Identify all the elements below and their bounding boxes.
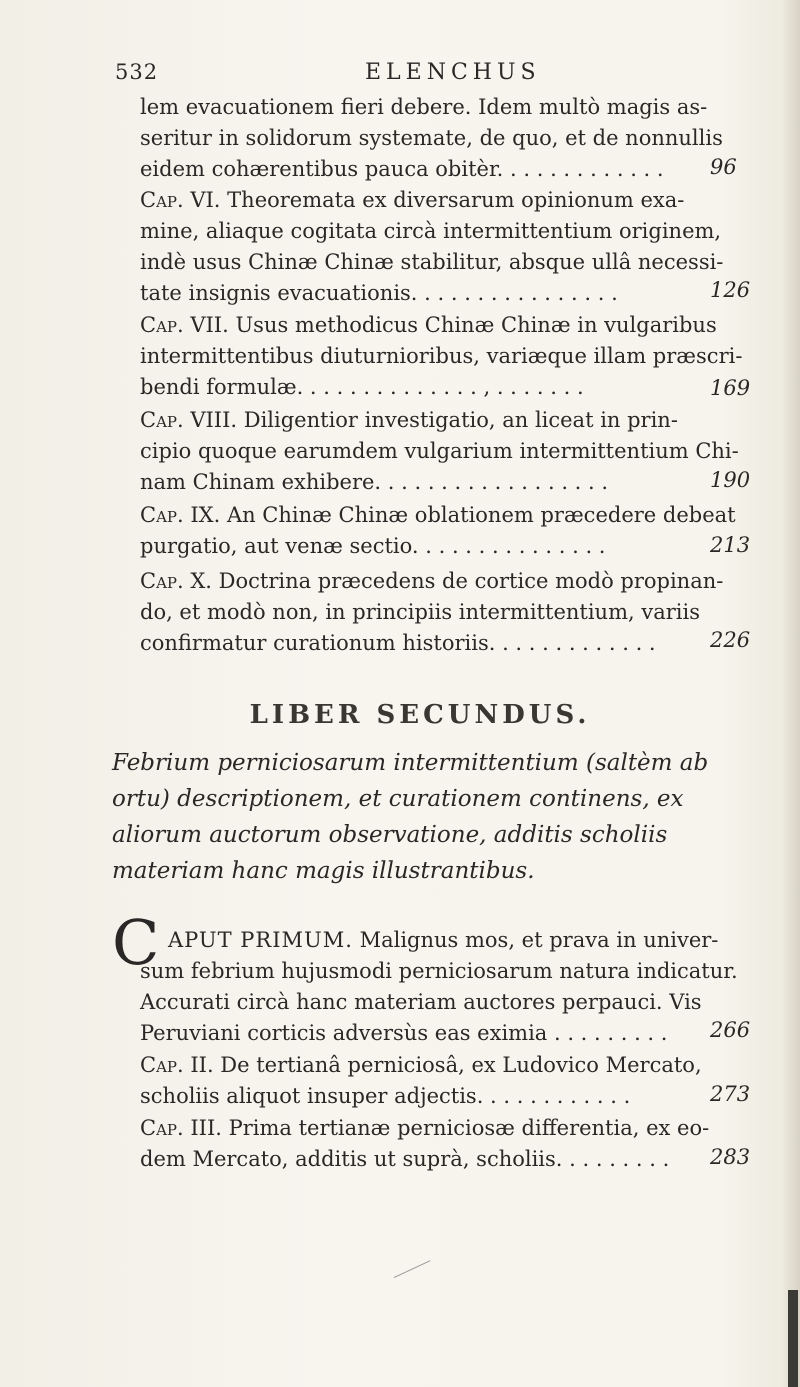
toc-entry — [140, 92, 723, 185]
toc-line-text: III. Prima tertianæ perniciosæ differentia, ex eo- — [183, 1116, 710, 1140]
toc-page-ref: 169 — [710, 376, 751, 400]
toc-line — [140, 310, 717, 341]
toc-line: seritur in solidorum systemate, de quo, et de nonnullis — [140, 126, 723, 150]
toc-line — [140, 566, 724, 597]
running-title: ELENCHUS — [365, 60, 541, 85]
toc-line: eidem cohærentibus pauca obitèr. . . . . . . . . . . . . — [140, 157, 664, 181]
toc-line: lem evacuationem fieri debere. Idem multò magis as- — [140, 95, 708, 119]
running-head — [115, 52, 635, 92]
cap-label: Cap. — [140, 188, 184, 212]
toc-page-ref: 283 — [710, 1145, 751, 1169]
toc-page-ref: 273 — [710, 1082, 751, 1106]
toc-line: mine, aliaque cogitata circà intermittentium originem, — [140, 219, 722, 243]
toc-line: bendi formulæ. . . . . . . . . . . . . . , . . . . . . . — [140, 375, 584, 399]
toc-line: purgatio, aut venæ sectio. . . . . . . . . . . . . . . — [140, 534, 606, 558]
toc-line: scholiis aliquot insuper adjectis. . . . . . . . . . . . — [140, 1084, 631, 1108]
toc-line: tate insignis evacuationis. . . . . . . . . . . . . . . . — [140, 281, 618, 305]
ink-mark — [394, 1260, 437, 1290]
toc-page-ref: 226 — [710, 628, 751, 652]
toc-line-text: VII. Usus methodicus Chinæ Chinæ in vulgaribus — [183, 313, 717, 337]
toc-line-text: II. De tertianâ perniciosâ, ex Ludovico Mercato, — [183, 1053, 702, 1077]
toc-page-ref: 213 — [710, 533, 751, 557]
page-number: 532 — [115, 60, 159, 84]
toc-line — [140, 1113, 710, 1144]
toc-line: nam Chinam exhibere. . . . . . . . . . . . . . . . . . — [140, 470, 609, 494]
toc-entry — [140, 185, 724, 309]
toc-line — [140, 500, 736, 531]
cap-label: Cap. — [140, 503, 184, 527]
toc-line — [140, 1050, 700, 1081]
toc-line: sum febrium hujusmodi perniciosarum natura indicatur. — [140, 959, 738, 983]
caput-label: APUT PRIMUM. — [168, 928, 353, 952]
page-edge-mark — [788, 1290, 798, 1387]
toc-line: do, et modò non, in principiis intermittentium, variis — [140, 600, 700, 624]
book-summary — [112, 745, 712, 889]
summary-line: Febrium perniciosarum intermittentium (saltèm ab — [112, 750, 709, 776]
cap-label: Cap. — [140, 1116, 184, 1140]
cap-label: Cap. — [140, 313, 184, 337]
toc-entry — [140, 1050, 700, 1112]
cap-label: Cap. — [140, 408, 184, 432]
toc-line-text: VI. Theoremata ex diversarum opinionum exa- — [183, 188, 685, 212]
toc-line: Peruviani corticis adversùs eas eximia . . . . . . . . . — [140, 1021, 668, 1045]
toc-line: cipio quoque earumdem vulgarium intermittentium Chi- — [140, 439, 739, 463]
summary-line: aliorum auctorum observatione, additis scholiis — [112, 822, 668, 848]
toc-line: dem Mercato, additis ut suprà, scholiis. . . . . . . . . — [140, 1147, 670, 1171]
toc-entry — [140, 1113, 710, 1175]
toc-entry — [140, 566, 724, 659]
toc-page-ref: 126 — [710, 278, 751, 302]
toc-page-ref: 266 — [710, 1018, 751, 1042]
toc-line — [140, 925, 719, 956]
toc-line-text: X. Doctrina præcedens de cortice modò propinan- — [183, 569, 724, 593]
toc-line: Accurati circà hanc materiam auctores perpauci. Vis — [140, 990, 702, 1014]
toc-page-ref: 190 — [710, 468, 751, 492]
toc-line — [140, 405, 700, 436]
toc-line-text: Malignus mos, et prava in univer- — [352, 928, 719, 952]
toc-page-ref: 96 — [710, 155, 737, 179]
cap-label: Cap. — [140, 1053, 184, 1077]
toc-line: intermittentibus diuturnioribus, variæque illam præscri- — [140, 344, 743, 368]
toc-line: indè usus Chinæ Chinæ stabilitur, absque ullâ necessi- — [140, 250, 724, 274]
page-edge-shadow — [782, 0, 800, 1387]
toc-line-text: IX. An Chinæ Chinæ oblationem præcedere debeat — [183, 503, 736, 527]
toc-line — [140, 185, 700, 216]
summary-line: materiam hanc magis illustrantibus. — [112, 858, 535, 884]
book-heading: LIBER SECUNDUS. — [249, 700, 591, 730]
toc-line: confirmatur curationum historiis. . . . . . . . . . . . . — [140, 631, 656, 655]
cap-label: Cap. — [140, 569, 184, 593]
summary-line: ortu) descriptionem, et curationem continens, ex — [112, 786, 684, 812]
drop-cap: C — [112, 906, 160, 979]
toc-line-text: VIII. Diligentior investigatio, an liceat in prin- — [183, 408, 678, 432]
